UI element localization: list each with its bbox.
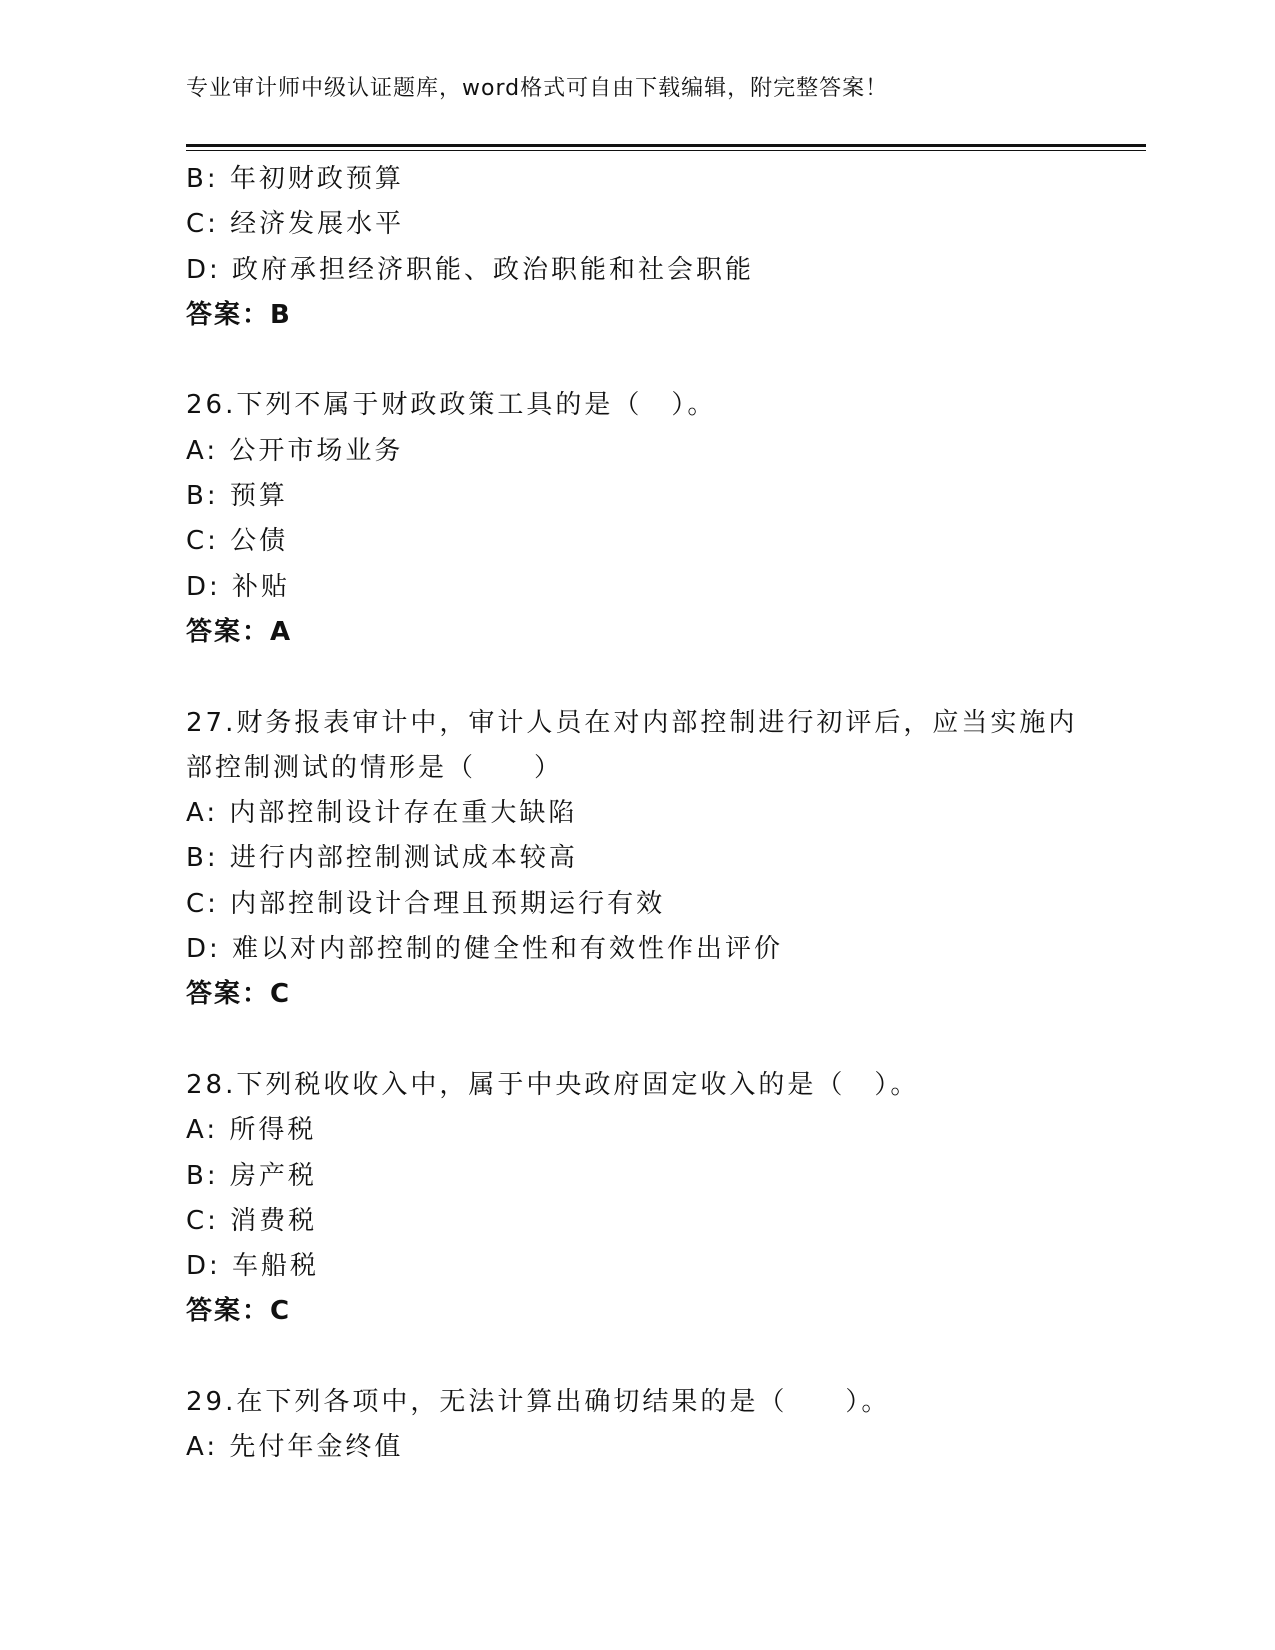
option-b: B: 房产税 <box>186 1160 317 1191</box>
answer-line: 答案：A <box>186 616 293 647</box>
option-d: D: 政府承担经济职能、政治职能和社会职能 <box>186 254 755 285</box>
option-b: B: 年初财政预算 <box>186 164 404 194</box>
option-b: B: 预算 <box>186 481 288 512</box>
option-a: A: 所得税 <box>186 1115 317 1146</box>
question-gap <box>186 655 1086 700</box>
option-c: C: 内部控制设计合理且预期运行有效 <box>186 888 666 919</box>
answer-line: 答案：C <box>186 979 292 1010</box>
question-list <box>186 157 1086 1471</box>
option-a: A: 内部控制设计存在重大缺陷 <box>186 798 578 829</box>
question-28 <box>186 1063 1086 1335</box>
question-25-tail <box>186 157 1086 338</box>
option-d: D: 补贴 <box>186 571 291 602</box>
question-gap <box>186 1018 1086 1063</box>
header-rule-thick <box>186 144 1146 147</box>
option-c: C: 经济发展水平 <box>186 209 405 240</box>
header-rule-thin <box>186 150 1146 151</box>
question-gap <box>186 338 1086 383</box>
question-27 <box>186 701 1086 1018</box>
option-a: A: 先付年金终值 <box>186 1432 404 1463</box>
question-gap <box>186 1335 1086 1380</box>
question-stem-line-1: 27.财务报表审计中，审计人员在对内部控制进行初评后，应当实施内 <box>186 707 1078 738</box>
option-d: D: 车船税 <box>186 1251 320 1282</box>
answer-line: 答案：B <box>186 299 292 330</box>
option-c: C: 消费税 <box>186 1205 318 1236</box>
question-29 <box>186 1380 1086 1471</box>
question-stem: 26.下列不属于财政政策工具的是（ ）。 <box>186 390 717 421</box>
question-26 <box>186 383 1086 655</box>
option-d: D: 难以对内部控制的健全性和有效性作出评价 <box>186 934 784 965</box>
question-stem-line-2: 部控制测试的情形是（ ） <box>186 752 564 783</box>
option-b: B: 进行内部控制测试成本较高 <box>186 843 578 874</box>
question-stem: 29.在下列各项中，无法计算出确切结果的是（ ）。 <box>186 1387 891 1418</box>
option-a: A: 公开市场业务 <box>186 435 404 466</box>
option-c: C: 公债 <box>186 526 289 557</box>
page-header: 专业审计师中级认证题库，word格式可自由下载编辑，附完整答案！ <box>186 76 889 101</box>
answer-line: 答案：C <box>186 1296 292 1327</box>
question-stem: 28.下列税收收入中，属于中央政府固定收入的是（ ）。 <box>186 1069 920 1100</box>
